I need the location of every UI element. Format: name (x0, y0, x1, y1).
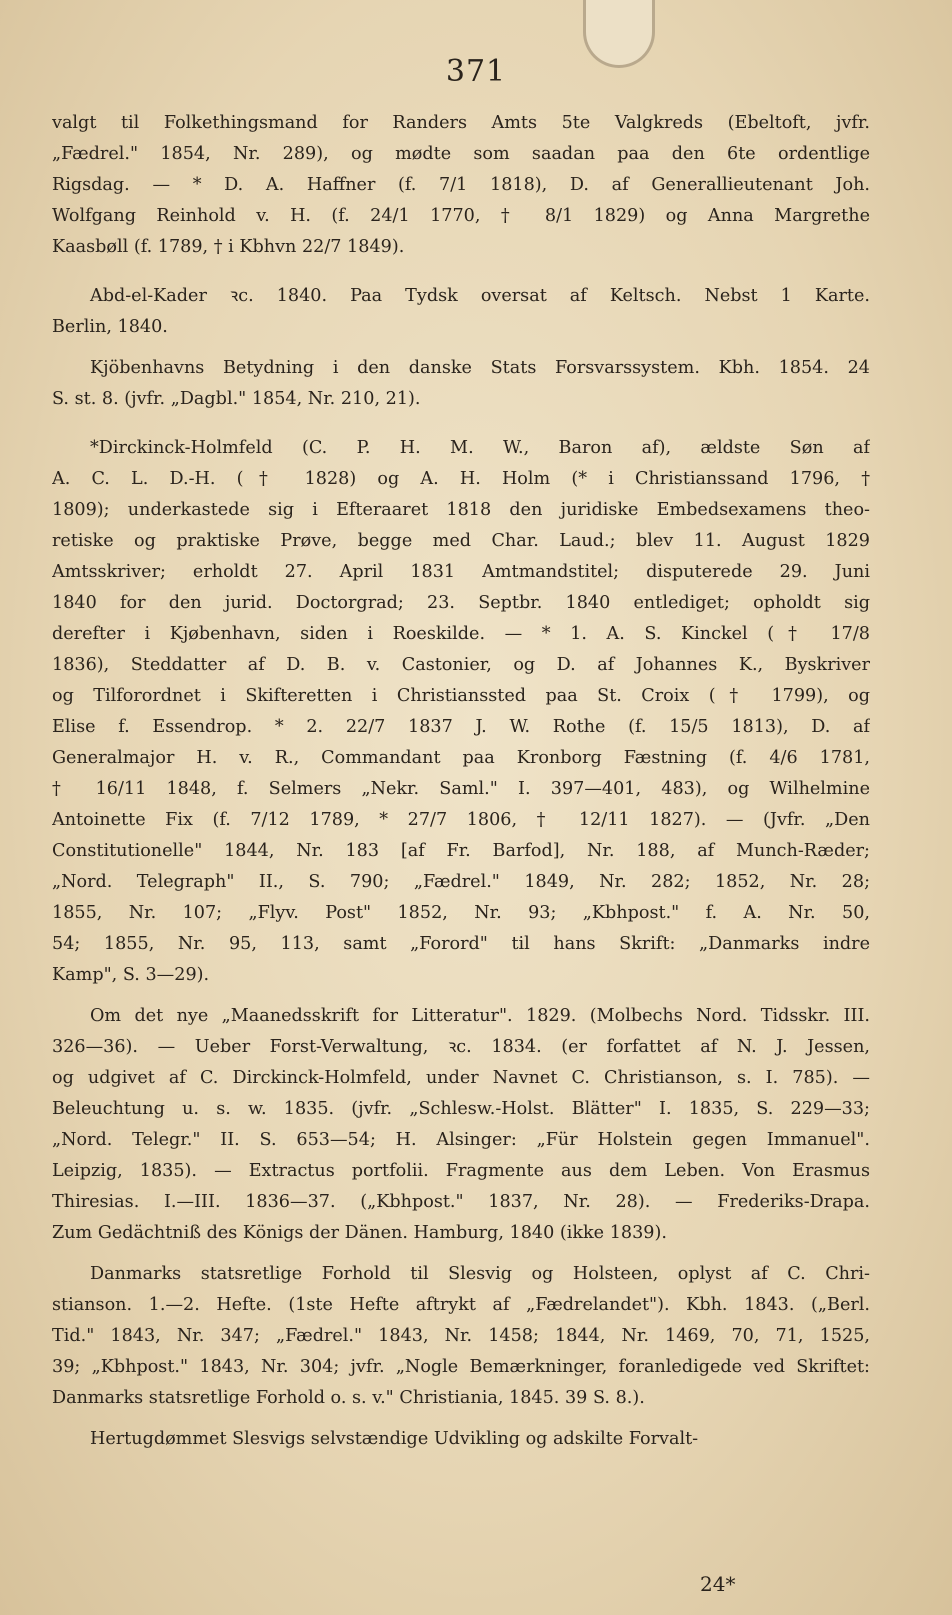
text-line: „Nord. Telegraph" II., S. 790; „Fædrel." 1849, Nr. 282; 1852, Nr. 28; (52, 872, 870, 892)
text-line: Generalmajor H. v. R., Commandant paa Kronborg Fæstning (f. 4/6 1781, (52, 748, 870, 768)
text-line: og Tilforordnet i Skifteretten i Christianssted paa St. Croix († 1799), og (52, 686, 870, 706)
text-line: 1809); underkastede sig i Efteraaret 1818 den juridiske Embedsexamens theo- (52, 500, 870, 520)
text-line: retiske og praktiske Prøve, begge med Char. Laud.; blev 11. August 1829 (52, 531, 870, 551)
text-line: Wolfgang Reinhold v. H. (f. 24/1 1770, † 8/1 1829) og Anna Margrethe (52, 206, 870, 226)
paragraph-p6 (52, 1259, 870, 1414)
paragraph-gap (52, 1414, 870, 1424)
text-line: „Nord. Telegr." II. S. 653—54; H. Alsinger: „Für Holstein gegen Immanuel". (52, 1130, 870, 1150)
paragraph-gap (52, 991, 870, 1001)
text-line: S. st. 8. (jvfr. „Dagbl." 1854, Nr. 210, 21). (52, 389, 421, 409)
text-line: Beleuchtung u. s. w. 1835. (jvfr. „Schlesw.-Holst. Blätter" I. 1835, S. 229—33; (52, 1099, 870, 1119)
text-line: Danmarks statsretlige Forhold o. s. v." Christiania, 1845. 39 S. 8.). (52, 1388, 645, 1408)
text-line: 1840 for den jurid. Doctorgrad; 23. Septbr. 1840 entlediget; opholdt sig (52, 593, 870, 613)
text-line: og udgivet af C. Dirckinck-Holmfeld, under Navnet C. Christianson, s. I. 785). — (52, 1068, 870, 1088)
text-line: A. C. L. D.-H. († 1828) og A. H. Holm (* i Christianssand 1796, † (52, 469, 870, 489)
text-line: stianson. 1.—2. Hefte. (1ste Hefte aftrykt af „Fædrelandet"). Kbh. 1843. („Berl. (52, 1295, 870, 1315)
text-line: Om det nye „Maanedsskrift for Litteratur". 1829. (Molbechs Nord. Tidsskr. III. (90, 1006, 870, 1026)
text-line: Antoinette Fix (f. 7/12 1789, * 27/7 1806, † 12/11 1827). — (Jvfr. „Den (52, 810, 870, 830)
signature-mark: 24* (700, 1572, 736, 1596)
text-line: Constitutionelle" 1844, Nr. 183 [af Fr. Barfod], Nr. 188, af Munch-Ræder; (52, 841, 870, 861)
text-line: Kjöbenhavns Betydning i den danske Stats Forsvarssystem. Kbh. 1854. 24 (90, 358, 870, 378)
paragraph-gap (52, 263, 870, 281)
text-line: Hertugdømmet Slesvigs selvstændige Udvikling og adskilte Forvalt- (90, 1429, 699, 1449)
text-line: Berlin, 1840. (52, 317, 168, 337)
paragraph-p5 (52, 1001, 870, 1249)
paragraph-p2 (52, 281, 870, 343)
paragraph-p3 (52, 353, 870, 415)
text-line: Thiresias. I.—III. 1836—37. („Kbhpost." 1837, Nr. 28). — Frederiks-Drapa. (52, 1192, 870, 1212)
text-line: Rigsdag. — * D. A. Haffner (f. 7/1 1818), D. af Generallieutenant Joh. (52, 175, 870, 195)
page-body (52, 108, 870, 1455)
text-line: 39; „Kbhpost." 1843, Nr. 304; jvfr. „Nogle Bemærkninger, foranledigede ved Skriftet: (52, 1357, 870, 1377)
text-line: Kaasbøll (f. 1789, † i Kbhvn 22/7 1849). (52, 237, 405, 257)
text-line: valgt til Folkethingsmand for Randers Amts 5te Valgkreds (Ebeltoft, jvfr. (52, 113, 870, 133)
text-line: 326—36). — Ueber Forst-Verwaltung, ꝛc. 1834. (er forfattet af N. J. Jessen, (52, 1037, 870, 1057)
paragraph-gap (52, 343, 870, 353)
text-line: 1855, Nr. 107; „Flyv. Post" 1852, Nr. 93; „Kbhpost." f. A. Nr. 50, (52, 903, 870, 923)
text-line: Amtsskriver; erholdt 27. April 1831 Amtmandstitel; disputerede 29. Juni (52, 562, 870, 582)
text-line: Danmarks statsretlige Forhold til Slesvig og Holsteen, oplyst af C. Chri- (90, 1264, 870, 1284)
text-line: Elise f. Essendrop. * 2. 22/7 1837 J. W. Rothe (f. 15/5 1813), D. af (52, 717, 870, 737)
paragraph-p1 (52, 108, 870, 263)
page-number: 371 (445, 54, 507, 89)
text-line: Leipzig, 1835). — Extractus portfolii. Fragmente aus dem Leben. Von Erasmus (52, 1161, 870, 1181)
text-line: 1836), Steddatter af D. B. v. Castonier, og D. af Johannes K., Byskriver (52, 655, 870, 675)
text-line: Abd-el-Kader ꝛc. 1840. Paa Tydsk oversat af Keltsch. Nebst 1 Karte. (90, 286, 870, 306)
text-line: Zum Gedächtniß des Königs der Dänen. Hamburg, 1840 (ikke 1839). (52, 1223, 667, 1243)
text-line: *Dirckinck-Holmfeld (C. P. H. M. W., Baron af), ældste Søn af (90, 438, 870, 458)
paragraph-p7 (52, 1424, 870, 1455)
text-line: derefter i Kjøbenhavn, siden i Roeskilde. — * 1. A. S. Kinckel († 17/8 (52, 624, 870, 644)
paragraph-gap (52, 1249, 870, 1259)
text-line: † 16/11 1848, f. Selmers „Nekr. Saml." I. 397—401, 483), og Wilhelmine (52, 779, 870, 799)
text-line: Tid." 1843, Nr. 347; „Fædrel." 1843, Nr. 1458; 1844, Nr. 1469, 70, 71, 1525, (52, 1326, 870, 1346)
text-line: Kamp", S. 3—29). (52, 965, 210, 985)
paragraph-gap (52, 415, 870, 433)
text-line: „Fædrel." 1854, Nr. 289), og mødte som saadan paa den 6te ordentlige (52, 144, 870, 164)
text-line: 54; 1855, Nr. 95, 113, samt „Forord" til hans Skrift: „Danmarks indre (52, 934, 870, 954)
paragraph-p4 (52, 433, 870, 991)
